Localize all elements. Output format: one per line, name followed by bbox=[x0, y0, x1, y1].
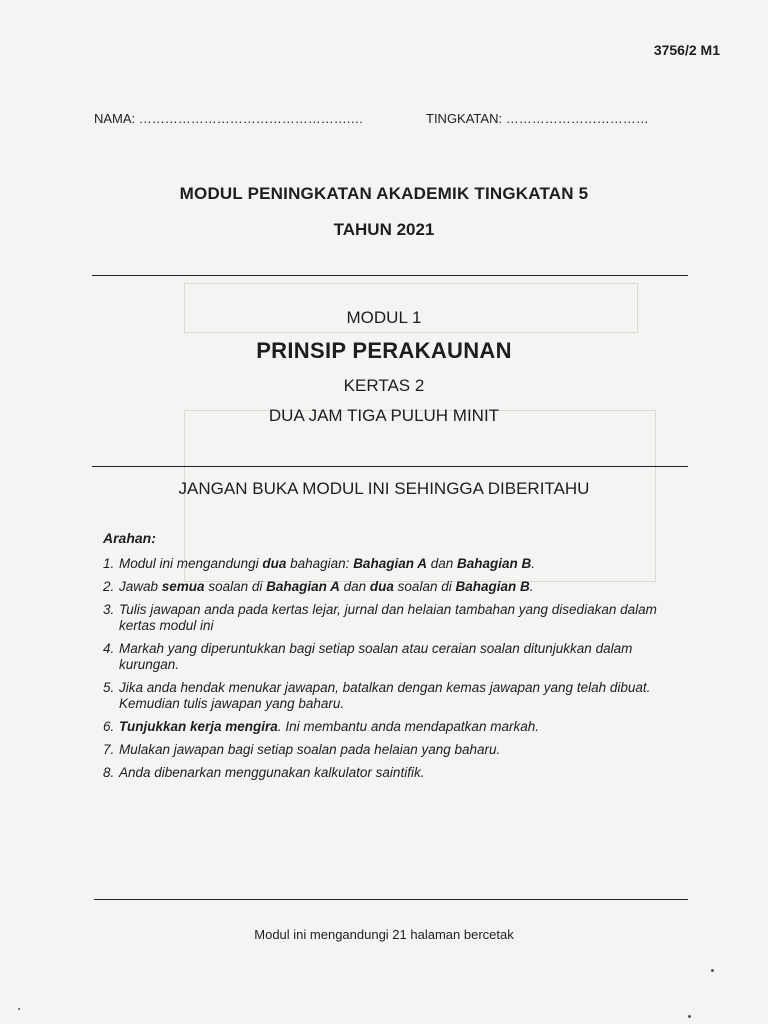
list-item: 7. Mulakan jawapan bagi setiap soalan pada helaian yang baharu. bbox=[103, 742, 501, 757]
paper-number: KERTAS 2 bbox=[343, 376, 425, 395]
list-item: 3. Tulis jawapan anda pada kertas lejar, jurnal dan helaian tambahan yang disediakan dalam kertas modul ini bbox=[103, 602, 657, 633]
instructions-title: Arahan: bbox=[103, 530, 156, 546]
header-year: TAHUN 2021 bbox=[333, 220, 435, 239]
warning-text: JANGAN BUKA MODUL INI SEHINGGA DIBERITAHU bbox=[178, 479, 590, 498]
list-item: 6. Tunjukkan kerja mengira. Ini membantu anda mendapatkan markah. bbox=[103, 719, 539, 734]
list-item: 8. Anda dibenarkan menggunakan kalkulator saintifik. bbox=[103, 765, 425, 780]
list-item: 5. Jika anda hendak menukar jawapan, batalkan dengan kemas jawapan yang telah dibuat. Kemudian tulis jawapan yang baharu. bbox=[103, 680, 651, 711]
duration: DUA JAM TIGA PULUH MINIT bbox=[268, 406, 500, 425]
instructions-list bbox=[103, 556, 693, 788]
divider bbox=[94, 899, 688, 900]
subject-title: PRINSIP PERAKAUNAN bbox=[256, 338, 512, 363]
bleed-through-text bbox=[186, 205, 686, 219]
page-count-note: Modul ini mengandungi 21 halaman bercetak bbox=[254, 927, 514, 942]
list-item: 2. Jawab semua soalan di Bahagian A dan dua soalan di Bahagian B. bbox=[103, 579, 534, 594]
module-number: MODUL 1 bbox=[346, 308, 422, 327]
paper-code: 3756/2 M1 bbox=[653, 42, 720, 58]
divider bbox=[92, 275, 688, 276]
scan-speck bbox=[711, 969, 714, 972]
list-item: 4. Markah yang diperuntukkan bagi setiap soalan atau ceraian soalan ditunjukkan dalam kurungan. bbox=[103, 641, 633, 672]
scan-speck bbox=[18, 1008, 20, 1010]
header-title: MODUL PENINGKATAN AKADEMIK TINGKATAN 5 bbox=[179, 184, 589, 203]
divider bbox=[92, 466, 688, 467]
tingkatan-field[interactable]: TINGKATAN: …………………………… bbox=[426, 111, 649, 126]
scan-speck bbox=[688, 1015, 691, 1018]
list-item: 1. Modul ini mengandungi dua bahagian: Bahagian A dan Bahagian B. bbox=[103, 556, 536, 571]
nama-field[interactable]: NAMA: ………………………………………….… bbox=[94, 111, 364, 126]
